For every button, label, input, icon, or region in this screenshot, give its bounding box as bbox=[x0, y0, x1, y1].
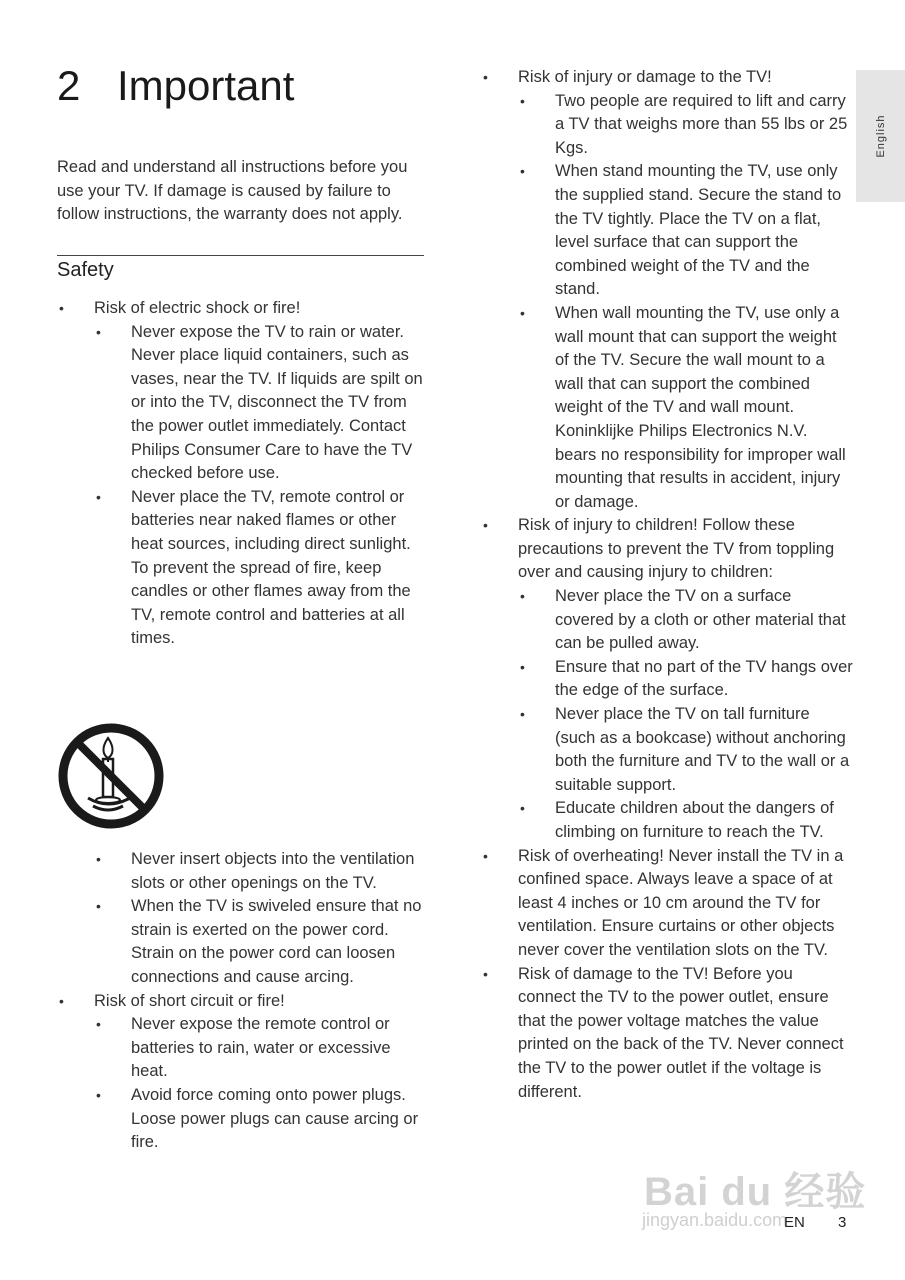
sub-list-item: • Ensure that no part of the TV hangs over the edge of the surface. bbox=[518, 656, 853, 703]
left-column-bottom bbox=[57, 848, 429, 1155]
list-item-continued bbox=[57, 848, 429, 990]
list-item-text: Risk of damage to the TV! Before you connect the TV to the power outlet, ensure that the power voltage matches the value printed on the back of the TV. Never connect the TV to the power outlet if the voltage is different. bbox=[518, 964, 844, 1101]
intro-paragraph: Read and understand all instructions before you use your TV. If damage is caused by failure to follow instructions, the warranty does not apply. bbox=[57, 158, 408, 224]
list-item-text: Risk of electric shock or fire! bbox=[94, 299, 301, 317]
sub-list-item: • Educate children about the dangers of climbing on furniture to reach the TV. bbox=[518, 797, 853, 844]
chapter-title: Important bbox=[117, 62, 295, 109]
section-title-safety: Safety bbox=[57, 259, 114, 281]
list-item bbox=[481, 66, 853, 514]
no-open-flame-icon bbox=[57, 722, 165, 830]
sub-list-item: • Never expose the remote control or batteries to rain, water or excessive heat. bbox=[94, 1013, 429, 1084]
chapter-heading bbox=[57, 62, 294, 110]
sub-list-item: • Two people are required to lift and carry a TV that weighs more than 55 lbs or 25 Kgs. bbox=[518, 90, 853, 161]
left-column-top bbox=[57, 297, 429, 651]
section-divider bbox=[57, 255, 424, 256]
language-tab bbox=[856, 70, 905, 202]
list-item bbox=[481, 963, 853, 1105]
sub-list-item: • When the TV is swiveled ensure that no strain is exerted on the power cord. Strain on the power cord can loosen connections and cause arcing. bbox=[94, 895, 429, 989]
sub-list-item-continuation: To prevent the spread of fire, keep candles or other flames away from the TV, remote control and batteries at all times. bbox=[131, 558, 411, 648]
sub-list-item-text: • Never place the TV, remote control or batteries near naked flames or other heat sources, including direct sunlight. bbox=[131, 487, 411, 553]
watermark bbox=[640, 1160, 867, 1246]
sub-list-item: • Never expose the TV to rain or water. Never place liquid containers, such as vases, near the TV. If liquids are spilt on or into the TV, disconnect the TV from the power outlet immediately. Contact Philips Consumer Care to have the TV checked before use. bbox=[94, 321, 429, 486]
chapter-number: 2 bbox=[57, 62, 81, 109]
list-item bbox=[57, 297, 429, 651]
list-item-text: Risk of overheating! Never install the TV in a confined space. Always leave a space of at least 4 inches or 10 cm around the TV for ventilation. Ensure curtains or other objects never cover the ventilation slots on the TV. bbox=[518, 846, 844, 959]
list-item-text: Risk of short circuit or fire! bbox=[94, 991, 285, 1010]
page-number: 3 bbox=[838, 1214, 847, 1231]
language-tab-label: English bbox=[874, 114, 887, 158]
sub-list-item bbox=[94, 486, 429, 651]
sub-list-item: • When wall mounting the TV, use only a wall mount that can support the weight of the TV. Secure the wall mount to a wall that can support the combined weight of the TV and wall mount. Koninklijke Philips Electronics N.V. bears no responsibility for improper wall mounting that results in accident, injury or damage. bbox=[518, 302, 853, 514]
right-column bbox=[481, 66, 853, 1104]
watermark-url: jingyan.baidu.com bbox=[642, 1210, 788, 1230]
list-item bbox=[481, 845, 853, 963]
list-item bbox=[481, 514, 853, 844]
list-item-text: Risk of injury to children! Follow these precautions to prevent the TV from toppling over and causing injury to children: bbox=[518, 516, 835, 582]
sub-list-item: • Never place the TV on tall furniture (such as a bookcase) without anchoring both the furniture and TV to the wall or a suitable support. bbox=[518, 703, 853, 797]
sub-list-item: • Avoid force coming onto power plugs. Loose power plugs can cause arcing or fire. bbox=[94, 1084, 429, 1155]
list-item bbox=[57, 990, 429, 1155]
list-item-text: Risk of injury or damage to the TV! bbox=[518, 68, 772, 86]
footer-language-code: EN bbox=[784, 1214, 805, 1231]
watermark-brand: Bai du 经验 bbox=[644, 1170, 867, 1214]
sub-list-item: • When stand mounting the TV, use only the supplied stand. Secure the stand to the TV tightly. Place the TV on a flat, level surface that can support the combined weight of the TV and the stand. bbox=[518, 160, 853, 302]
sub-list-item: • Never insert objects into the ventilation slots or other openings on the TV. bbox=[94, 848, 429, 895]
sub-list-item: • Never place the TV on a surface covered by a cloth or other material that can be pulled away. bbox=[518, 585, 853, 656]
